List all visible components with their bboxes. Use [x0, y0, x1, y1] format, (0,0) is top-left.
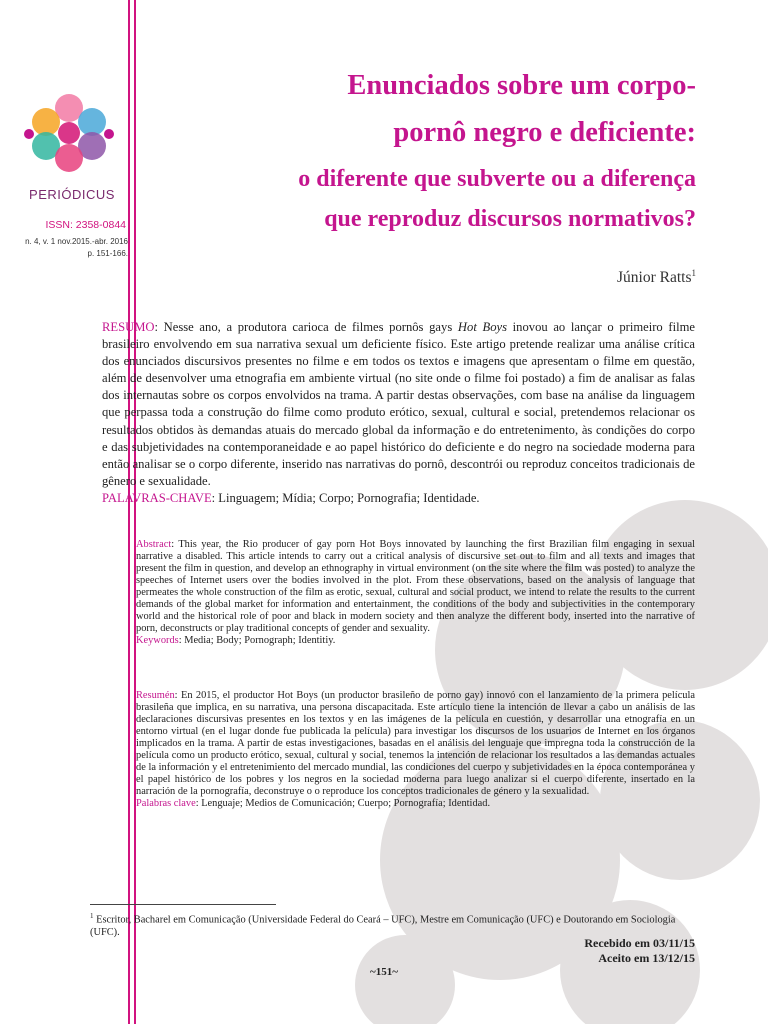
abstract-pt-emphasis: Hot Boys [457, 320, 507, 334]
issue-info [4, 236, 128, 260]
left-rule-outer [134, 0, 136, 1024]
footnote-text: Escritor, Bacharel em Comunicação (Universidade Federal do Ceará – UFC), Mestre em Comunicação (UFC) e Doutorando em Sociologia (UFC). [90, 914, 676, 939]
abstract-es-label: Resumén [136, 690, 175, 701]
abstract-pt [102, 319, 695, 507]
abstract-pt-keywords-label: PALAVRAS-CHAVE [102, 490, 212, 505]
abstract-es [136, 690, 695, 810]
issue-number: n. 4, v. 1 nov.2015.-abr. 2016 [25, 237, 128, 246]
received-date: Recebido em 03/11/15 [584, 936, 695, 950]
abstract-pt-keywords-text: : Linguagem; Mídia; Corpo; Pornografia; Identidade. [211, 490, 480, 505]
abstract-es-keywords-text: : Lenguaje; Medios de Comunicación; Cuerpo; Pornografía; Identidad. [195, 798, 491, 809]
subtitle-line-2: que reproduz discursos normativos? [324, 206, 696, 232]
title-line-2: pornô negro e deficiente: [393, 117, 696, 148]
left-rule-inner [128, 0, 130, 1024]
abstract-pt-text-before: : Nesse ano, a produtora carioca de filmes pornôs gays [154, 320, 458, 334]
page-number: ~151~ [370, 966, 398, 978]
author-name: Júnior Ratts [617, 269, 692, 287]
footnote-rule [90, 904, 276, 905]
abstract-en-text: : This year, the Rio producer of gay porn Hot Boys innovated by launching the first Brazilian film engaging in sexual narrative a disabled. This article intends to carry out a critical analysis of discursive set out to film and all texts and images that present the film in question, and develop an ethnography in virtual environment (on the site where the film was posted) to analyze the speeches of Internet users over the bodies involved in the plot. From these observations, based on the analysis of language that permeates the whole construction of the film as erotic, sexual, cultural and social product, we intend to relate the results to the current demands of the global market for information and entertainment, the conditions of the body and subjectivities in the contemporary world and the historical role of poor and black in modern society and then analyze the different body, inserted into the narrative of porn, deconstructs or play traditional concepts of gender and sexuality. [136, 539, 695, 634]
flower-logo-icon [24, 88, 114, 178]
abstract-pt-label: RESUMO [102, 320, 155, 334]
journal-name: PERIÓDICUS [29, 187, 115, 202]
abstract-en-label: Abstract [136, 539, 172, 550]
issn: ISSN: 2358-0844 [45, 219, 126, 231]
issue-pages: p. 151-166. [87, 249, 128, 258]
abstract-es-text: : En 2015, el productor Hot Boys (un productor brasileño de porno gay) innovó con el lanzamiento de la primera película brasileña que implica, en su narrativa, una persona discapacitada. Este artículo tiene la intención de llevar a cabo un análisis de las declaraciones discursivas presentes en los textos y en las imágenes de la película en cuestión, y desarrollar una etnografía en un entorno virtual (en el lugar donde fue publicada la película) para investigar los discursos de los usuarios de Internet en los órganos implicados en la trama. A partir de estas investigaciones, basadas en el análisis del lenguaje que impregna toda la construcción de la película como un producto erótico, sexual, cultural y social, tenemos la intención de relacionar los resultados a las demandas actuales de la información y el entretenimiento del mercado mundial, las condiciones del cuerpo y subjetividades en la época contemporánea y el papel histórico de los pobres y los negros en la sociedad moderna para luego analizar si el cuerpo diferente, insertado en la narración de la pornografía, deconstruye o o reproduce los conceptos tradicionales de género y la sexualidad. [136, 690, 695, 797]
author [617, 268, 696, 287]
abstract-en [136, 539, 695, 647]
footnote-mark: 1 [90, 912, 94, 920]
abstract-pt-keywords [102, 490, 695, 507]
abstract-en-keywords [136, 635, 695, 647]
abstract-en-keywords-text: : Media; Body; Pornograph; Identitiy. [178, 635, 336, 646]
accepted-date: Aceito em 13/12/15 [598, 951, 695, 965]
author-note-mark: 1 [691, 268, 696, 278]
subtitle-line-1: o diferente que subverte ou a diferença [298, 166, 696, 192]
dates [584, 936, 695, 966]
title-line-1: Enunciados sobre um corpo- [347, 70, 696, 101]
abstract-es-keywords [136, 798, 695, 810]
abstract-en-keywords-label: Keywords [136, 635, 179, 646]
abstract-pt-text-after: inovou ao lançar o primeiro filme brasileiro envolvendo em sua narrativa sexual um deficiente físico. Este artigo pretende realizar uma análise crítica dos enunciados discursivos presentes no filme e em todos os textos e imagens que apresentam o filme em questão, além de desenvolver uma etnografia em ambiente virtual (no site onde o filme foi postado) a fim de analisar as falas dos internautas sobre os corpos envolvidos na trama. A partir destas observações, com base na análise da linguagem que perpassa toda a construção do filme como produto erótico, sexual, cultural e social, pretendemos relacionar os resultados obtidos às demandas atuais do mercado global da informação e do entretenimento, às condições do corpo e das subjetividades na contemporaneidade e ao papel histórico do deficiente e do negro na sociedade moderna para então analisar se o corpo diferente, inserido nas narrativas do pornô, descontrói ou reproduz conceitos tradicionais de gênero e sexualidade. [102, 320, 695, 488]
abstract-es-keywords-label: Palabras clave [136, 798, 196, 809]
